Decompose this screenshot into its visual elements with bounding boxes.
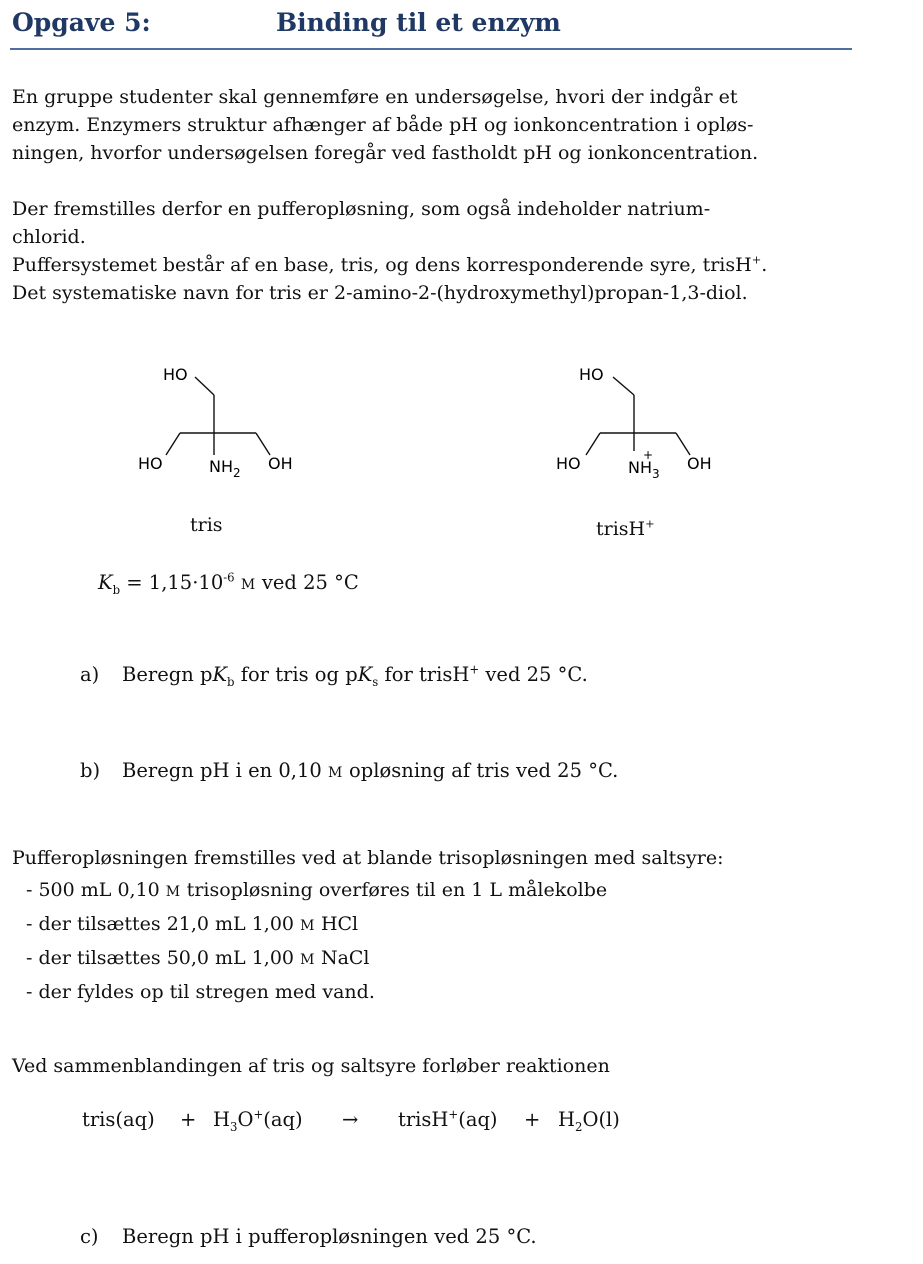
step-item: - der tilsættes 21,0 mL 1,00 M HCl (26, 913, 359, 935)
ho-left-label: HO (556, 454, 581, 473)
task-number: Opgave 5: (12, 8, 151, 37)
para-line: chlorid. (12, 226, 86, 248)
plus-sign: + (524, 1108, 541, 1131)
para-line (12, 251, 767, 279)
nh3-label: $NH_3$ (628, 458, 660, 481)
question-b-text: Beregn pH i en 0,10 M opløsning af tris ved 25 °C. (122, 759, 619, 782)
trisH-structure (548, 355, 738, 485)
tris-structure (130, 355, 310, 485)
charge-sup: + (751, 252, 762, 267)
reaction-intro: Ved sammenblandingen af tris og saltsyre forløber reaktionen (12, 1055, 610, 1077)
step-item: - 500 mL 0,10 M trisopløsning overføres til en 1 L målekolbe (26, 879, 608, 901)
charge-plus: + (643, 448, 654, 462)
para-text: Puffersystemet består af en base, tris, og dens korresponderende syre, trisH (12, 254, 752, 276)
intro-line: En gruppe studenter skal gennemføre en undersøgelse, hvori der indgår et (12, 86, 738, 108)
reactant-hydronium: $H_3O^+(aq)$ (213, 1107, 303, 1134)
trisH-caption: trisH+ (596, 516, 655, 540)
nh-label: $NH_2$ (209, 457, 241, 480)
plus-sign: + (180, 1108, 197, 1131)
para-line: Det systematiske navn for tris er 2-amino-2-(hydroxymethyl)propan-1,3-diol. (12, 282, 748, 304)
intro-line: enzym. Enzymers struktur afhænger af både pH og ionkoncentration i opløs- (12, 114, 754, 136)
question-a-label: a) (80, 663, 100, 686)
question-c-label: c) (80, 1225, 99, 1248)
ho-top-label: HO (163, 365, 188, 384)
question-c-text: Beregn pH i pufferopløsningen ved 25 °C. (122, 1225, 537, 1248)
product-water: $H_2O(l)$ (558, 1108, 620, 1134)
question-a-text: Beregn $pK_b$ for tris og $pK_s$ for trisH+ ved 25 °C. (122, 662, 588, 689)
intro-paragraph (12, 83, 758, 167)
header-rule (10, 48, 852, 50)
ho-left-label: HO (138, 454, 163, 473)
preparation-intro: Pufferopløsningen fremstilles ved at blande trisopløsningen med saltsyre: (12, 847, 724, 869)
intro-line: ningen, hvorfor undersøgelsen foregår ved fastholdt pH og ionkoncentration. (12, 142, 759, 164)
para-text: . (761, 254, 768, 276)
ho-top-label: HO (579, 365, 604, 384)
reactant-tris: tris(aq) (82, 1108, 155, 1131)
oh-label: OH (268, 454, 293, 473)
para-line: Der fremstilles derfor en pufferopløsning, som også indeholder natrium- (12, 198, 711, 220)
preparation-paragraph (12, 842, 724, 1008)
buffer-paragraph (12, 195, 767, 307)
step-item: - der tilsættes 50,0 mL 1,00 M NaCl (26, 947, 370, 969)
task-title: Binding til et enzym (276, 8, 561, 37)
oh-label: OH (687, 454, 712, 473)
product-trisH: trisH+(aq) (398, 1107, 498, 1131)
step-item: - der fyldes op til stregen med vand. (26, 981, 375, 1003)
question-b-label: b) (80, 759, 101, 782)
tris-caption: tris (190, 514, 223, 536)
reaction-arrow: → (342, 1108, 359, 1131)
kb-value: $K_b = 1,15\cdot 10^{-6}$ M ved 25 °C (98, 570, 359, 597)
